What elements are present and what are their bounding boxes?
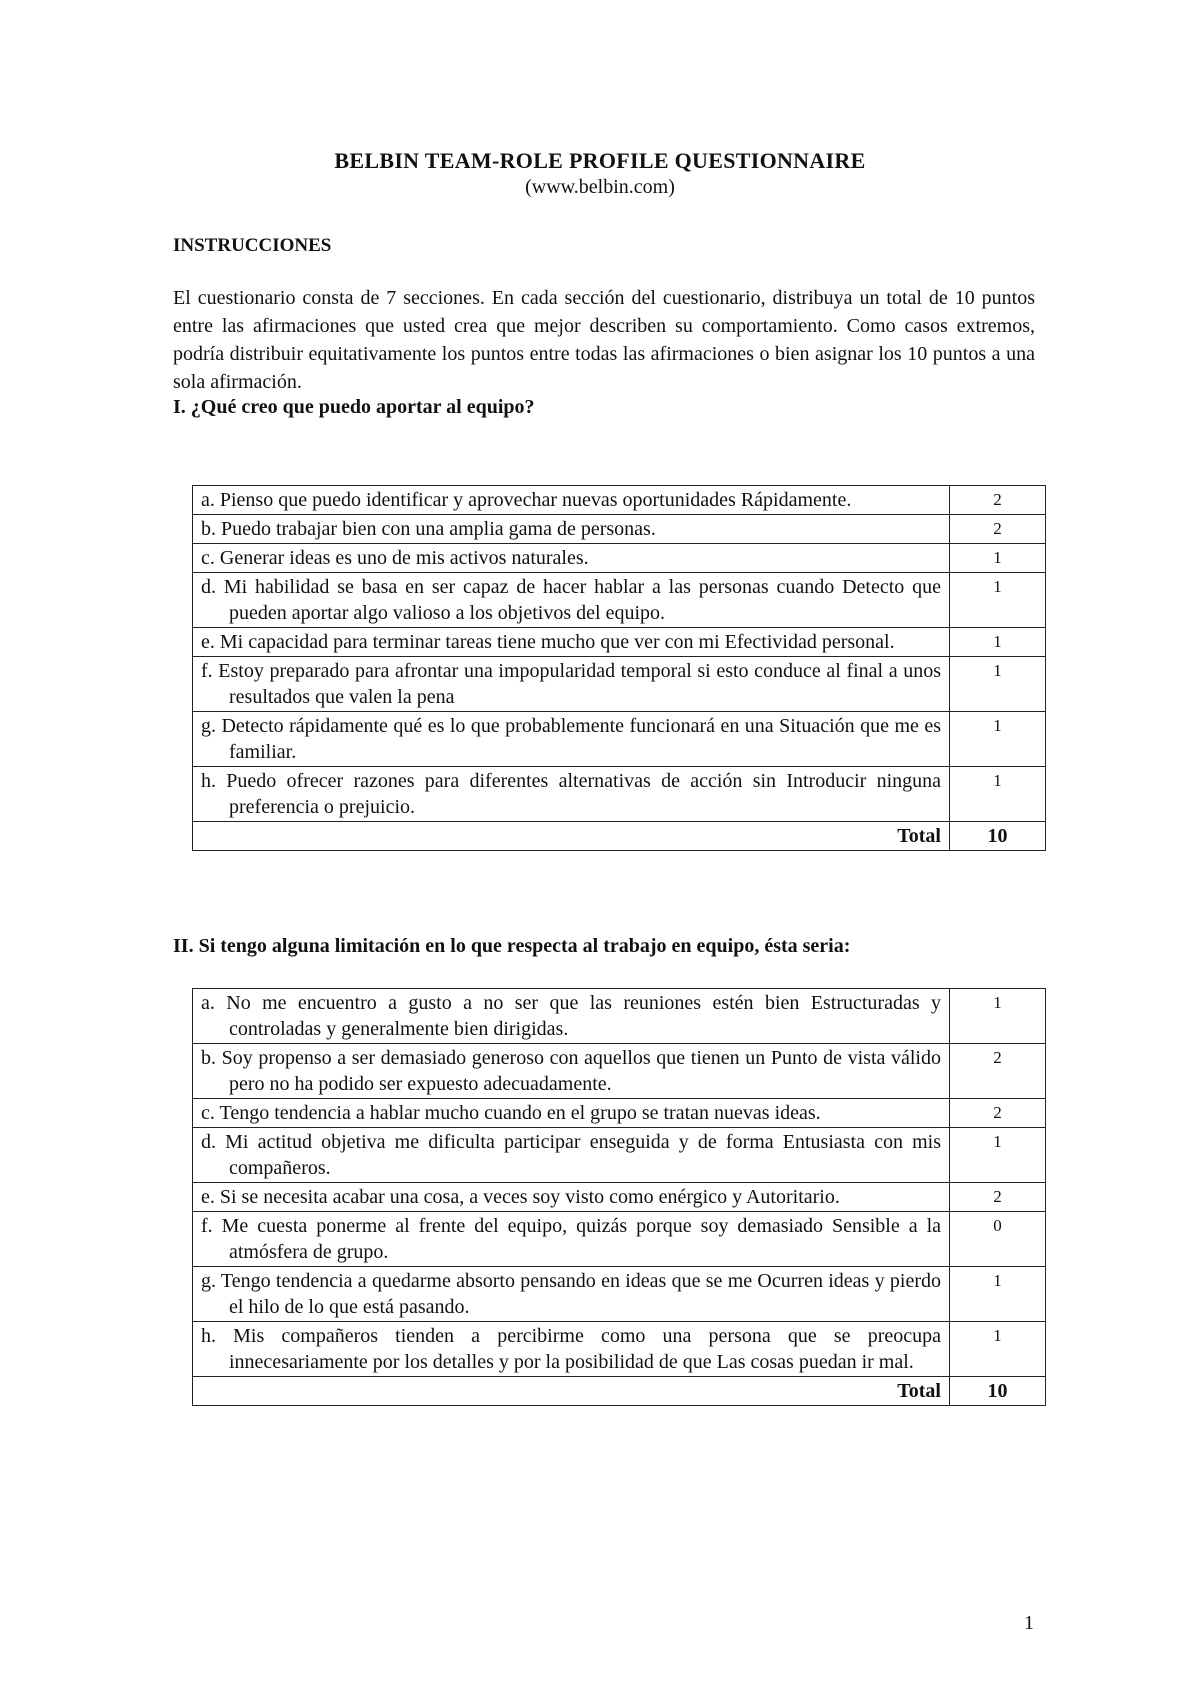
table-row <box>193 1044 1046 1099</box>
statement-text: d. Mi actitud objetiva me dificulta participar enseguida y de forma Entusiasta con mis compañeros. <box>201 1131 941 1179</box>
points-value: 1 <box>950 989 1046 1044</box>
statement-text: h. Mis compañeros tienden a percibirme como una persona que se preocupa innecesariamente por los detalles y por la posibilidad de que Las cosas puedan ir mal. <box>201 1325 941 1373</box>
statement-text: e. Si se necesita acabar una cosa, a veces soy visto como enérgico y Autoritario. <box>201 1186 840 1208</box>
instructions-text: El cuestionario consta de 7 secciones. En cada sección del cuestionario, distribuya un total de 10 puntos entre las afirmaciones que usted crea que mejor describen su comportamiento. Como casos extremos, podría distribuir equitativamente los puntos entre todas las afirmaciones o bien asignar los 10 puntos a una sola afirmación. <box>173 287 1035 393</box>
points-value: 2 <box>950 1099 1046 1128</box>
table-row <box>193 657 1046 712</box>
points-value: 1 <box>950 767 1046 822</box>
table-row <box>193 544 1046 573</box>
statement-text: a. Pienso que puedo identificar y aprovechar nuevas oportunidades Rápidamente. <box>201 489 852 511</box>
table-row <box>193 573 1046 628</box>
points-value: 1 <box>950 544 1046 573</box>
section-1-table <box>192 485 1046 851</box>
points-value: 0 <box>950 1212 1046 1267</box>
points-value: 1 <box>950 1128 1046 1183</box>
statement-text: f. Estoy preparado para afrontar una impopularidad temporal si esto conduce al final a unos resultados que valen la pena <box>201 660 941 708</box>
statement-text: h. Puedo ofrecer razones para diferentes alternativas de acción sin Introducir ninguna preferencia o prejuicio. <box>201 770 941 818</box>
table-row <box>193 767 1046 822</box>
document-title: BELBIN TEAM-ROLE PROFILE QUESTIONNAIRE <box>334 148 866 173</box>
table-row <box>193 1267 1046 1322</box>
table-row <box>193 1322 1046 1377</box>
table-row <box>193 1099 1046 1128</box>
points-value: 2 <box>950 1044 1046 1099</box>
statement-text: g. Detecto rápidamente qué es lo que probablemente funcionará en una Situación que me es familiar. <box>201 715 941 763</box>
table-row <box>193 486 1046 515</box>
points-value: 1 <box>950 1267 1046 1322</box>
statement-text: c. Generar ideas es uno de mis activos naturales. <box>201 547 589 569</box>
document-website: (www.belbin.com) <box>525 176 675 198</box>
total-value: 10 <box>950 1377 1046 1406</box>
statement-text: b. Puedo trabajar bien con una amplia gama de personas. <box>201 518 656 540</box>
section-2-heading: II. Si tengo alguna limitación en lo que respecta al trabajo en equipo, ésta seria: <box>173 935 851 957</box>
points-value: 1 <box>950 657 1046 712</box>
statement-text: f. Me cuesta ponerme al frente del equipo, quizás porque soy demasiado Sensible a la atmósfera de grupo. <box>201 1215 941 1263</box>
table-row <box>193 515 1046 544</box>
table-row <box>193 1212 1046 1267</box>
statement-text: b. Soy propenso a ser demasiado generoso con aquellos que tienen un Punto de vista válido pero no ha podido ser expuesto adecuadamente. <box>201 1047 941 1095</box>
points-value: 2 <box>950 1183 1046 1212</box>
table-row <box>193 628 1046 657</box>
section-2-table <box>192 988 1046 1406</box>
total-row <box>193 1377 1046 1406</box>
points-value: 2 <box>950 486 1046 515</box>
statement-text: c. Tengo tendencia a hablar mucho cuando en el grupo se tratan nuevas ideas. <box>201 1102 821 1124</box>
table-row <box>193 712 1046 767</box>
total-value: 10 <box>950 822 1046 851</box>
page-number: 1 <box>1024 1612 1034 1634</box>
points-value: 1 <box>950 573 1046 628</box>
statement-text: g. Tengo tendencia a quedarme absorto pensando en ideas que se me Ocurren ideas y pierdo el hilo de lo que está pasando. <box>201 1270 941 1318</box>
total-label: Total <box>193 822 950 851</box>
points-value: 1 <box>950 628 1046 657</box>
statement-text: e. Mi capacidad para terminar tareas tiene mucho que ver con mi Efectividad personal. <box>201 631 895 653</box>
statement-text: a. No me encuentro a gusto a no ser que las reuniones estén bien Estructuradas y controladas y generalmente bien dirigidas. <box>201 992 941 1040</box>
table-row <box>193 1128 1046 1183</box>
total-row <box>193 822 1046 851</box>
total-label: Total <box>193 1377 950 1406</box>
section-1-heading: I. ¿Qué creo que puedo aportar al equipo? <box>173 396 535 418</box>
table-row <box>193 989 1046 1044</box>
instructions-heading: INSTRUCCIONES <box>173 235 332 256</box>
points-value: 1 <box>950 712 1046 767</box>
statement-text: d. Mi habilidad se basa en ser capaz de hacer hablar a las personas cuando Detecto que pueden aportar algo valioso a los objetivos del equipo. <box>201 576 941 624</box>
table-row <box>193 1183 1046 1212</box>
points-value: 1 <box>950 1322 1046 1377</box>
points-value: 2 <box>950 515 1046 544</box>
